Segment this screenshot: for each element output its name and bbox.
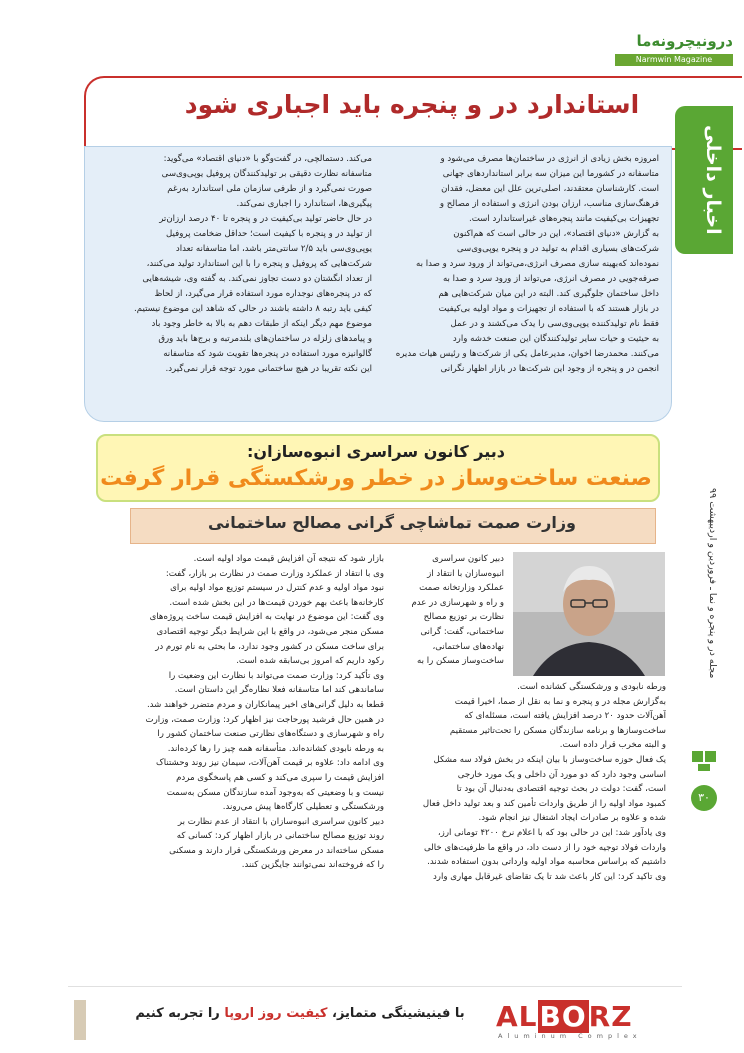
- article-paragraph-line: در همین حال فرشید پورحاجت نیز اظهار کرد: وزارت صمت، وزارت: [145, 714, 384, 725]
- article-paragraph-line: انبوه‌سازان با انتقاد از: [427, 568, 504, 579]
- article-paragraph-line: نیست و با وضعیتی که به‌وجود آمده سازندگان مسکن به‌سمت: [166, 787, 384, 798]
- page-number: ۳۰: [691, 785, 717, 811]
- news-paragraph-line: امروزه بخش زیادی از انرژی در ساختمان‌ها مصرف می‌شود و: [440, 154, 659, 164]
- article-paragraph-line: مسکن منجر می‌شود، در واقع با این شرایط دیگر توجیه اقتصادی: [156, 626, 384, 637]
- news-paragraph-line: می‌کنند. محمدرضا اخوان، مدیرعامل یکی از شرکت‌ها و رئیس هیات مدیره: [395, 349, 659, 359]
- article-paragraph-line: ساختمانی، گفت: گرانی: [420, 626, 504, 637]
- alborz-logo-part-2: BO: [539, 1000, 587, 1033]
- article-paragraph-line: اساسی وجود دارد که دو مورد آن داخلی و یک مورد خارجی: [457, 769, 666, 780]
- news-paragraph-line: یوپی‌وی‌سی باید ۲/۵ سانتی‌متر باشد، اما متاسفانه تعداد: [175, 244, 372, 254]
- article-paragraph-line: وی ادامه داد: علاوه بر قیمت آهن‌آلات، سیمان نیز روند وحشتناک: [156, 758, 384, 769]
- news-paragraph-line: به گزارش «دنیای اقتصاد»، این در حالی است که هم‌اکنون: [453, 229, 659, 239]
- article-paragraph-line: یک فعال حوزه ساخت‌وساز با بیان اینکه در بخش فولاد سه مشکل: [433, 754, 666, 765]
- portrait-photo: [513, 552, 665, 676]
- article-paragraph-line: نهاده‌های ساختمانی،: [432, 641, 504, 652]
- news-paragraph-line: شرکت‌هایی که پروفیل و پنجره را با این استاندارد تولید می‌کنند،: [146, 259, 372, 269]
- magazine-logo-subtitle-text: Narmwin Magazine: [635, 55, 713, 64]
- news-paragraph-line: نموده‌اند که‌بهینه سازی مصرف انرژی،می‌تواند از ورود سرد و صدا به: [416, 259, 659, 269]
- portrait-illustration: [513, 552, 665, 676]
- article-paragraph-line: کمبود مواد اولیه را از طریق واردات تأمین کند و بعد تولید داخل فعال: [422, 798, 666, 809]
- news-column-right: [383, 152, 659, 414]
- ad-slogan-end: را تجربه کنیم: [135, 1006, 225, 1021]
- ad-slogan: [130, 1006, 470, 1021]
- news-paragraph-line: می‌کند. دستمالچی، در گفت‌وگو با «دنیای اقتصاد» می‌گوید:: [163, 154, 372, 164]
- article-paragraph-line: رکود داریم که امروز بی‌سابقه شده است.: [236, 656, 384, 667]
- news-paragraph-line: صرفه‌جویی در مصرف انرژی، می‌تواند از ورود سرد و صدا به: [442, 274, 659, 284]
- article-paragraph-line: به‌گزارش مجله در و پنجره و نما به نقل از صما، اخیرا قیمت: [454, 696, 666, 707]
- news-paragraph-line: و پیامدهای زلزله در ساختمان‌های بلندمرتبه و برج‌ها باید ورق: [158, 334, 372, 344]
- news-paragraph-line: داخل ساختمان جلوگیری کند. البته در این میان شرکت‌هایی هم: [438, 289, 659, 299]
- news-paragraph-line: از تعداد انگشتان دو دست تجاوز نمی‌کند. به گفته وی، شیشه‌هایی: [142, 274, 372, 284]
- article-paragraph-line: به ورطه نابودی کشانده‌اند. متأسفانه همه چیز را رها کرده‌اند.: [167, 743, 384, 754]
- article-paragraph-line: داشتیم که براساس محاسبه مواد اولیه وارداتی بدون استفاده شدند.: [427, 857, 666, 868]
- magazine-logo-subtitle: [615, 54, 733, 66]
- alborz-logo-part-1: AL: [496, 1000, 538, 1033]
- article-paragraph-line: وی یادآور شد: این در حالی بود که با اعلام نرخ ۴۲۰۰ تومانی ارز،: [437, 827, 666, 838]
- news-paragraph-line: فقط نام تولیدکننده یوپی‌وی‌سی را یدک می‌کشند و در عمل: [450, 319, 659, 329]
- article-subtitle: وزارت صمت تماشاچی گرانی مصالح ساختمانی: [208, 513, 576, 532]
- article-paragraph-line: وی تاکید کرد: این کار باعث شد تا یک تقاضای غیرقابل مهاری وارد: [432, 871, 666, 882]
- news-paragraph-line: که در پنجره‌های نوجداره مورد استفاده قرار می‌گیرد، از لحاظ: [154, 289, 372, 299]
- article-title: صنعت ساخت‌وساز در خطر ورشکستگی قرار گرفت: [100, 466, 652, 491]
- ad-slogan-start: با فینیشینگی متمایز،: [327, 1006, 465, 1021]
- magazine-logo: [583, 30, 733, 80]
- article-paragraph-line: و البته مخرب قرار داده است.: [559, 740, 666, 751]
- article-paragraph-line: راه و شهرسازی و دستگاه‌های نظارتی صنعت ساختمان کشور را: [157, 729, 384, 740]
- article-paragraph-line: آهن‌آلات حدود ۲۰ درصد افزایش یافته است، مسئله‌ای که: [464, 711, 666, 722]
- section-tab-label: اخبار داخلی: [702, 125, 724, 235]
- alborz-logo-subtitle: Aluminum Complex: [498, 1032, 642, 1040]
- article-paragraph-line: است، گفت: دولت در بحث توجیه اقتصادی به‌دنبال آن بود تا: [456, 784, 666, 795]
- article-column-right-bottom: [394, 680, 666, 895]
- news-paragraph-line: انجمن در و پنجره از وجود این شرکت‌ها در بازار اظهار نگرانی: [440, 364, 659, 374]
- news-paragraph-line: در بازار هستند که با استفاده از تجهیزات و مواد اولیه بی‌کیفیت: [438, 304, 659, 314]
- news-paragraph-line: متاسفانه نظارت دقیقی بر تولیدکنندگان پروفیل یوپی‌وی‌سی: [161, 169, 372, 179]
- news-paragraph-line: شرکت‌های بسیاری اقدام به تولید در و پنجره یوپی‌وی‌سی: [456, 244, 659, 254]
- article-paragraph-line: ساماندهی کند اما متاسفانه فعلا نظاره‌گر این داستان است.: [174, 685, 384, 696]
- news-paragraph-line: است. کارشناسان معتقدند، اصلی‌ترین علل این معضل، فقدان: [441, 184, 659, 194]
- article-paragraph-line: نبود مواد اولیه و عدم کنترل در سیستم توزیع مواد اولیه برای: [170, 583, 384, 594]
- news-column-left: [96, 152, 372, 414]
- news-paragraph-line: صورت نمی‌گیرد و از طرفی سازمان ملی استاندارد به‌رغم: [167, 184, 372, 194]
- article-paragraph-line: کارخانه‌ها باعث بهم خوردن قیمت‌ها در این بخش شده است.: [169, 597, 384, 608]
- article-paragraph-line: ورشکستگی و تعطیلی کارگاه‌ها پیش می‌روند.: [222, 802, 384, 813]
- article-paragraph-line: عملکرد وزارتخانه صمت: [419, 583, 504, 594]
- article-paragraph-line: ورطه نابودی و ورشکستگی کشانده است.: [517, 682, 666, 692]
- article-paragraph-line: مسکن ساخته‌اند در معرض ورشکستگی قرار دارند و مسکنی: [169, 845, 384, 856]
- news-paragraph-line: گالوانیزه مورد استفاده در پنجره‌ها تقویت شود که متاسفانه: [163, 349, 372, 359]
- news-paragraph-line: فرهنگ‌سازی مناسب، ارزان بودن انرژی و استفاده از مصالح و: [439, 199, 659, 209]
- page-title: استاندارد در و پنجره باید اجباری شود: [184, 90, 640, 119]
- news-paragraph-line: این نکته تقریبا در هیچ ساختمانی مورد توجه قرار نمی‌گیرد.: [165, 364, 372, 374]
- article-paragraph-line: شده و علاوه بر صادرات ایجاد اشتغال نیز انجام شود.: [478, 813, 666, 824]
- news-paragraph-line: تجهیزات بی‌کیفیت مانند پنجره‌های غیراستاندارد است.: [468, 214, 659, 224]
- magazine-logo-text: درونیچرونه‌ما: [636, 32, 733, 50]
- article-supertitle: دبیر کانون سراسری انبوه‌سازان:: [247, 442, 505, 461]
- article-paragraph-line: برای ساخت مسکن در کشور وجود ندارد، ما بحثی به نام تورم در: [155, 641, 384, 652]
- article-paragraph-line: افزایش قیمت را سپری می‌کند و کسی هم پاسخگوی مردم: [176, 772, 384, 783]
- article-paragraph-line: وی تأکید کرد: وزارت صمت می‌تواند با نظارت این وضعیت را: [168, 670, 384, 681]
- news-paragraph-line: موضوع مهم دیگر اینکه از طبقات دهم به بالا به خاطر وجود باد: [151, 319, 372, 329]
- article-column-left: [96, 552, 384, 892]
- alborz-logo: [496, 1000, 656, 1040]
- article-paragraph-line: وی با انتقاد از عملکرد وزارت صمت در نظارت بر بازار، گفت:: [165, 568, 384, 579]
- article-paragraph-line: واردات فولاد توجیه خود را از دست داد، در واقع ما ظرفیت‌های خالی: [423, 842, 666, 853]
- article-paragraph-line: دبیر کانون سراسری انبوه‌سازان با انتقاد از عدم نظارت بر: [177, 816, 384, 827]
- article-paragraph-line: ساخت‌وسازها و برنامه سازندگان مسکن را تحت‌تاثیر مستقیم: [449, 725, 666, 736]
- window-icon: [690, 745, 718, 773]
- news-paragraph-line: پیگیری‌ها، استاندارد را اجباری نمی‌کند.: [236, 199, 372, 209]
- alborz-logo-part-3: RZ: [588, 1000, 633, 1033]
- article-paragraph-line: را که فروخته‌اند نمی‌توانند جایگزین کنند.: [241, 860, 384, 871]
- article-paragraph-line: روند توزیع مصالح ساختمانی در بازار اظهار کرد: کسانی که: [176, 831, 384, 842]
- news-paragraph-line: از تولید در و پنجره با کیفیت است؛ حداقل ضخامت پروفیل: [166, 229, 372, 239]
- article-paragraph-line: دبیر کانون سراسری: [432, 554, 504, 564]
- article-paragraph-line: وی گفت: این موضوع در نهایت به افزایش قیمت ساخت پروژه‌های: [149, 612, 384, 623]
- ad-slogan-highlight: کیفیت روز اروپا: [224, 1006, 328, 1021]
- issue-info: مجله در و پنجره و نما ـ فروردین و اردیبهشت ۹۹: [707, 488, 718, 679]
- news-paragraph-line: متاسفانه در کشورما این میزان سه برابر استانداردهای جهانی: [442, 169, 659, 179]
- article-paragraph-line: قطعا به دلیل گرانی‌های اخیر پیمانکاران و مردم متضرر خواهند شد.: [146, 699, 384, 710]
- article-paragraph-line: ساخت‌وساز مسکن را به: [417, 656, 504, 667]
- article-paragraph-line: نظارت بر توزیع مصالح: [423, 612, 504, 623]
- ad-stamp: [74, 1000, 86, 1040]
- article-column-right-top: [394, 552, 504, 677]
- news-paragraph-line: در حال حاضر تولید بی‌کیفیت در و پنجره تا ۴۰ درصد ارزان‌تر: [159, 214, 372, 224]
- article-paragraph-line: و راه و شهرسازی در عدم: [411, 597, 504, 608]
- news-paragraph-line: به حیثیت و حیات سایر تولیدکنندگان این صنعت خدشه وارد: [452, 334, 659, 344]
- news-paragraph-line: کیفی باید رتبه ۸ داشته باشند در حالی که شاهد این موضوع نیستیم.: [134, 304, 372, 314]
- article-paragraph-line: بازار شود که نتیجه آن افزایش قیمت مواد اولیه است.: [193, 554, 384, 564]
